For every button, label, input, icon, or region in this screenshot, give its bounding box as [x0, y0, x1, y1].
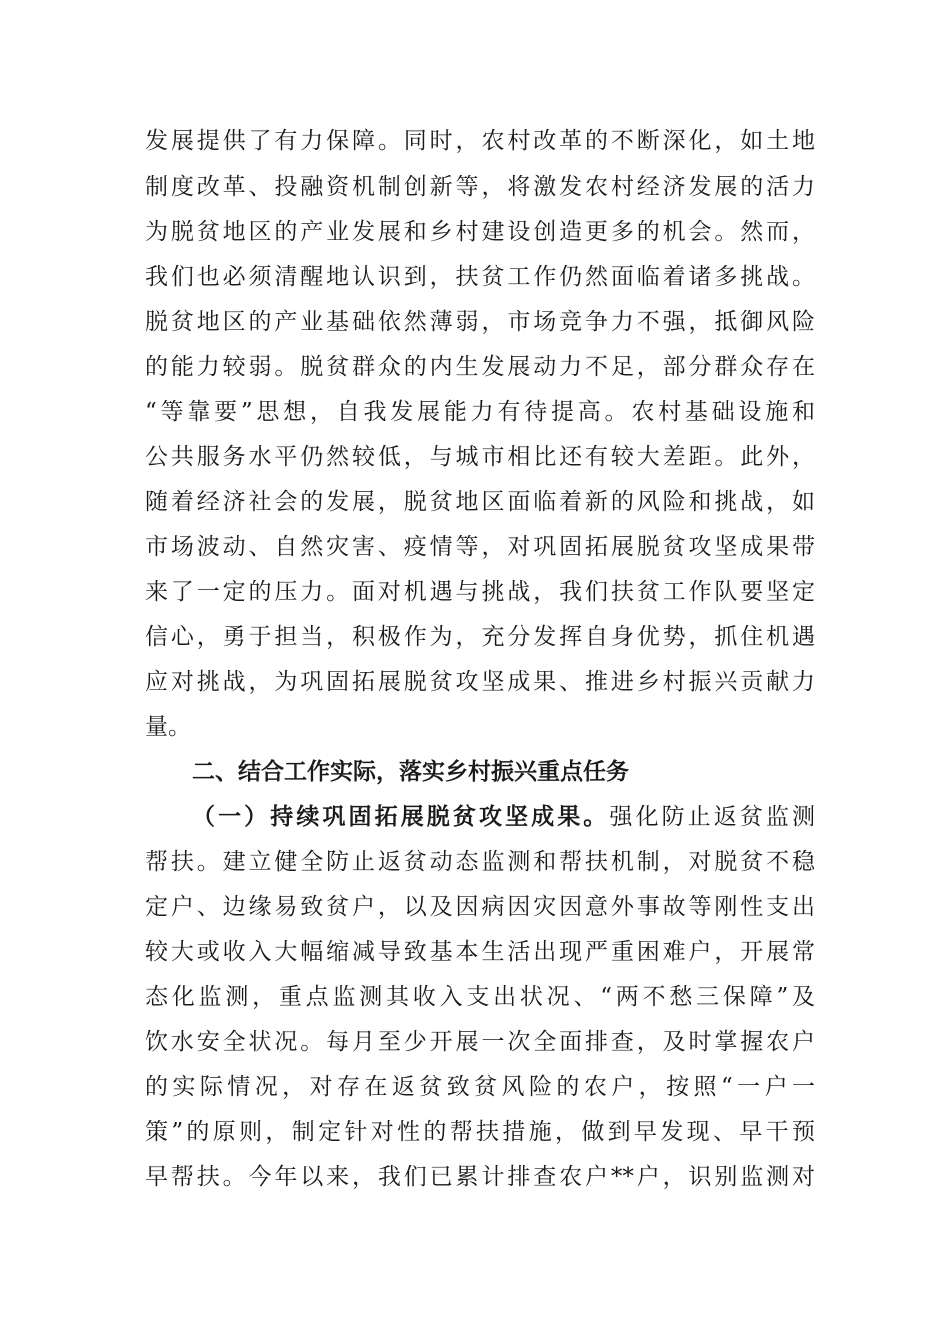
subheading-title: （一）持续巩固拓展脱贫攻坚成果。: [192, 804, 610, 830]
text-line: 发展提供了有力保障。同时，农村改革的不断深化，如土地: [145, 128, 815, 154]
text-line: “等靠要”思想，自我发展能力有待提高。农村基础设施和: [145, 399, 815, 425]
text-line: 定户、边缘易致贫户，以及因病因灾因意外事故等刚性支出: [145, 894, 815, 920]
subheading-line: [192, 801, 815, 833]
text-line: 应对挑战，为巩固拓展脱贫攻坚成果、推进乡村振兴贡献力: [145, 669, 815, 695]
text-line: 量。: [145, 714, 191, 740]
text-line: 的实际情况，对存在返贫致贫风险的农户，按照“一户一: [145, 1074, 815, 1100]
text-line: 来了一定的压力。面对机遇与挑战，我们扶贫工作队要坚定: [145, 579, 815, 605]
text-line: 策”的原则，制定针对性的帮扶措施，做到早发现、早干预: [145, 1119, 815, 1145]
section-heading: 二、结合工作实际，落实乡村振兴重点任务: [192, 759, 629, 785]
text-line: 公共服务水平仍然较低，与城市相比还有较大差距。此外，: [145, 444, 815, 470]
text-line: 脱贫地区的产业基础依然薄弱，市场竞争力不强，抵御风险: [145, 309, 815, 335]
subheading-rest: 强化防止返贫监测: [609, 804, 815, 830]
text-line: 的能力较弱。脱贫群众的内生发展动力不足，部分群众存在: [145, 354, 815, 380]
text-line: 市场波动、自然灾害、疫情等，对巩固拓展脱贫攻坚成果带: [145, 534, 815, 560]
text-line: 早帮扶。今年以来，我们已累计排查农户**户，识别监测对: [145, 1164, 815, 1190]
text-line: 帮扶。建立健全防止返贫动态监测和帮扶机制，对脱贫不稳: [145, 849, 815, 875]
text-line: 随着经济社会的发展，脱贫地区面临着新的风险和挑战，如: [145, 489, 815, 515]
text-line: 为脱贫地区的产业发展和乡村建设创造更多的机会。然而，: [145, 219, 815, 245]
text-line: 态化监测，重点监测其收入支出状况、“两不愁三保障”及: [145, 984, 815, 1010]
text-line: 我们也必须清醒地认识到，扶贫工作仍然面临着诸多挑战。: [145, 264, 815, 290]
text-line: 较大或收入大幅缩减导致基本生活出现严重困难户，开展常: [145, 939, 815, 965]
text-line: 饮水安全状况。每月至少开展一次全面排查，及时掌握农户: [145, 1029, 815, 1055]
text-line: 制度改革、投融资机制创新等，将激发农村经济发展的活力: [145, 174, 815, 200]
text-line: 信心，勇于担当，积极作为，充分发挥自身优势，抓住机遇: [145, 624, 815, 650]
